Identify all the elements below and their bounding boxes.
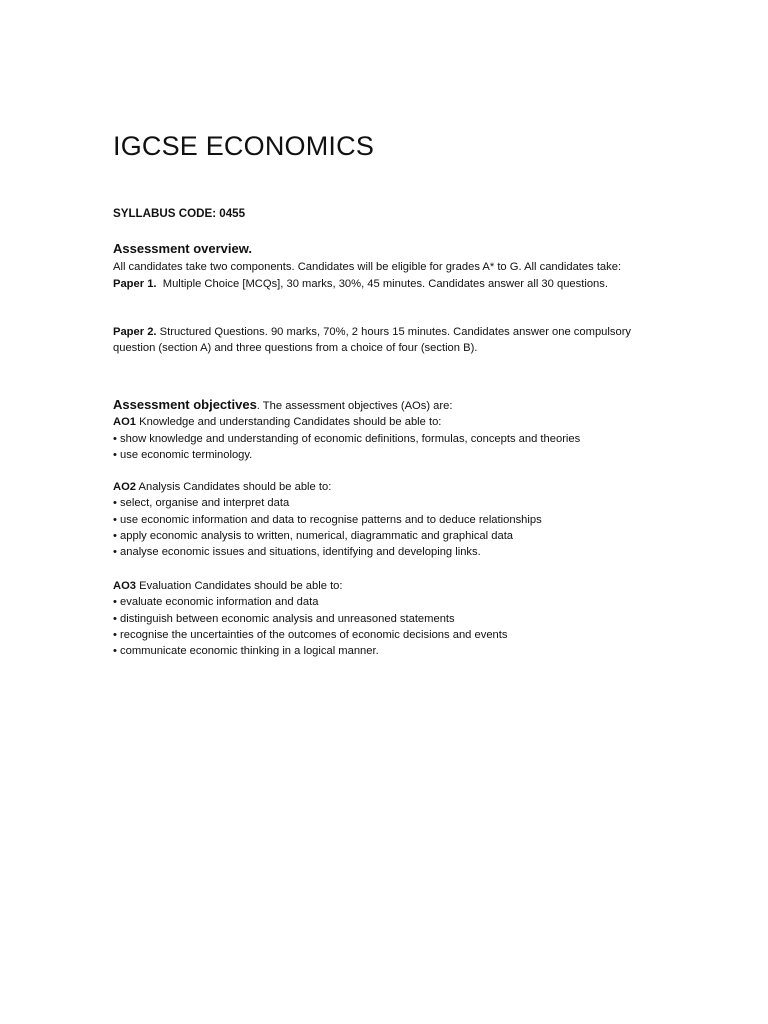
assessment-objectives-heading: Assessment objectives — [113, 397, 257, 412]
ao3-text: Evaluation Candidates should be able to: — [136, 580, 343, 592]
assessment-overview-heading: Assessment overview. — [113, 241, 252, 256]
list-item: • use economic terminology. — [113, 448, 253, 461]
list-item: • recognise the uncertainties of the outcomes of economic decisions and events — [113, 628, 508, 641]
ao3-section — [113, 578, 658, 659]
ao2-section — [113, 479, 658, 560]
list-item: • use economic information and data to recognise patterns and to deduce relationships — [113, 513, 542, 526]
ao2-text: Analysis Candidates should be able to: — [136, 481, 332, 493]
paper-1-line — [113, 276, 658, 292]
ao3-label: AO3 — [113, 580, 137, 592]
ao1-text: Knowledge and understanding Candidates should be able to: — [136, 416, 442, 429]
list-item: • distinguish between economic analysis and unreasoned statements — [113, 612, 455, 625]
paper-2-label: Paper 2. — [113, 326, 157, 338]
list-item: • show knowledge and understanding of economic definitions, formulas, concepts and theories — [113, 432, 581, 445]
assessment-overview-section — [113, 241, 658, 292]
paper-2-paragraph — [113, 324, 633, 357]
ao3-heading — [113, 578, 658, 594]
list-item: • select, organise and interpret data — [113, 497, 290, 510]
ao1-label: AO1 — [113, 416, 137, 429]
list-item: • evaluate economic information and data — [113, 596, 319, 609]
list-item: • analyse economic issues and situations, identifying and developing links. — [113, 546, 481, 559]
assessment-objectives-section — [113, 397, 658, 463]
ao2-label: AO2 — [113, 481, 137, 493]
objectives-intro-line — [113, 397, 658, 414]
document-title: IGCSE ECONOMICS — [113, 131, 375, 161]
objectives-intro-text: . The assessment objectives (AOs) are: — [256, 400, 453, 412]
list-item: • apply economic analysis to written, numerical, diagrammatic and graphical data — [113, 529, 514, 542]
paper-2-text: Structured Questions. 90 marks, 70%, 2 hours 15 minutes. Candidates answer one compulsory question (section A) and three questions from a choice of four (section B). — [113, 326, 632, 355]
overview-intro: All candidates take two components. Candidates will be eligible for grades A* to G. All candidates take: — [113, 261, 622, 274]
ao1-heading — [113, 414, 658, 430]
paper-1-text: Multiple Choice [MCQs], 30 marks, 30%, 45 minutes. Candidates answer all 30 questions. — [156, 277, 608, 290]
ao2-heading — [113, 479, 658, 495]
paper-1-label: Paper 1. — [113, 277, 157, 290]
syllabus-code: SYLLABUS CODE: 0455 — [113, 207, 246, 220]
list-item: • communicate economic thinking in a logical manner. — [113, 645, 379, 658]
